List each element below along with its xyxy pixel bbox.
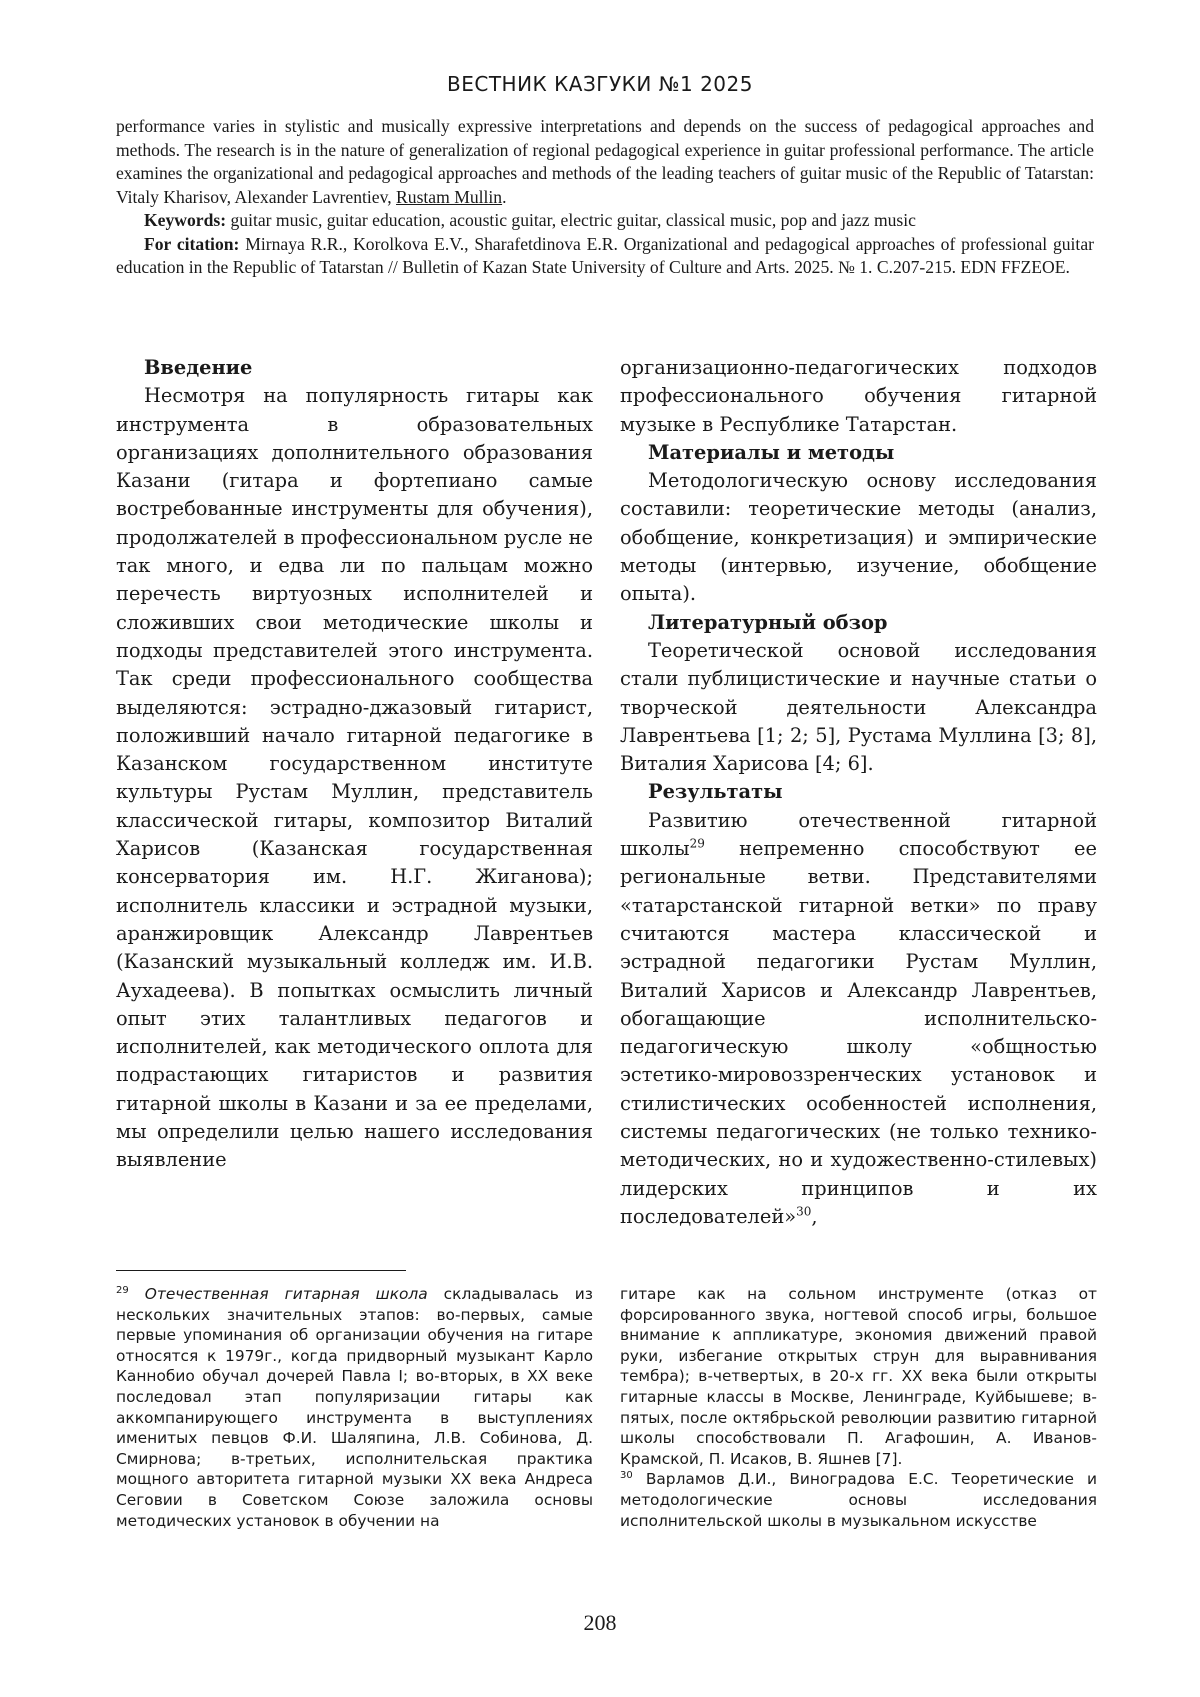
footnote-29 — [116, 1284, 593, 1531]
results-paragraph — [620, 807, 1097, 1231]
introduction-heading: Введение — [144, 356, 253, 379]
footnote-divider — [116, 1270, 406, 1271]
footnote-29-continuation: гитаре как на сольном инструменте (отказ от форсированного звука, ногтевой способ игры, большое внимание к аппликатуре, экономия движений правой руки, избегание открытых струн для выравнивания тембра); в-четвертых, в 20-х гг. XX века были открыты гитарные классы в Москве, Ленинграде, Куйбышеве; в-пятых, после октябрьской революции развитию гитарной школы способствовали П. Агафошин, А. Иванов-Крамской, П. Исаков, В. Яшнев [7]. — [620, 1285, 1097, 1468]
running-header: ВЕСТНИК КАЗГУКИ №1 2025 — [447, 72, 753, 96]
results-text-end: , — [811, 1204, 818, 1228]
introduction-paragraph: Несмотря на популярность гитары как инструмента в образовательных организациях дополнительного образования Казани (гитара и фортепиано самые востребованные инструменты для обучения), продолжателей в профессиональном русле не так много, и едва ли по пальцам можно перечесть виртуозных исполнителей и сложивших свои методические школы и подходы представителей этого инструмента. Так среди профессионального сообщества выделяются: эстрадно-джазовый гитарист, положивший начало гитарной педагогике в Казанском государственном институте культуры Рустам Муллин, представитель классической гитары, композитор Виталий Харисов (Казанская государственная консерватория им. Н.Г. Жиганова); исполнитель классики и эстрадной музыки, аранжировщик Александр Лаврентьев (Казанский музыкальный колледж им. И.В. Аухадеева). В попытках осмыслить личный опыт этих талантливых педагогов и исполнителей, как методического оплота для подрастающих гитаристов и развития гитарной школы в Казани и за ее пределами, мы определили целью нашего исследования выявление — [116, 384, 593, 1172]
citation-line — [116, 233, 1094, 280]
literature-heading: Литературный обзор — [648, 610, 888, 634]
keywords-label: Keywords: — [144, 210, 227, 230]
citation-label: For citation: — [144, 233, 240, 254]
keywords-line — [116, 209, 1094, 233]
footnote-29-number: 29 — [116, 1284, 129, 1296]
right-column — [620, 354, 1097, 1231]
results-heading: Результаты — [648, 780, 783, 804]
abstract-block — [116, 115, 1094, 280]
footnote-ref-29[interactable]: 29 — [689, 836, 705, 851]
materials-paragraph: Методологическую основу исследования составили: теоретические методы (анализ, обобщение, конкретизация) и эмпирические методы (интервью, изучение, обобщение опыта). — [620, 469, 1097, 606]
footnotes-left — [116, 1284, 593, 1531]
introduction-continuation: организационно-педагогических подходов профессионального обучения гитарной музыке в Республике Татарстан. — [620, 356, 1097, 436]
results-text-middle: непременно способствуют ее региональные ветви. Представителями «татарстанской гитарной ветки» по праву считаются мастера классической и эстрадной педагогики Рустам Муллин, Виталий Харисов и Александр Лаврентьев, обогащающие исполнительско-педагогическую школу «общностью эстетико-мировоззренческих установок и стилистических особенностей исполнения, системы педагогических (не только технико-методических, но и художественно-стилевых) лидерских принципов и их последователей» — [620, 837, 1097, 1228]
abstract-end-punct: . — [502, 186, 507, 207]
page-number: 208 — [583, 1610, 617, 1635]
footnote-29-italic: Отечественная гитарная школа — [144, 1285, 428, 1303]
footnote-30 — [620, 1469, 1097, 1531]
abstract-body: performance varies in stylistic and musically expressive interpretations and depends on the success of pedagogical approaches and methods. The research is in the nature of generalization of regional pedagogical experience in guitar professional performance. The article examines the organizational and pedagogical approaches and methods of the leading teachers of guitar music of the Republic of Tatarstan: Vitaly Kharisov, Alexander Lavrentiev, — [116, 116, 1094, 207]
footnote-ref-30[interactable]: 30 — [796, 1204, 812, 1219]
keywords-text: guitar music, guitar education, acoustic guitar, electric guitar, classical music, pop and jazz music — [226, 210, 916, 230]
footnote-30-text: Варламов Д.И., Виноградова Е.С. Теоретические и методологические основы исследования исполнительской школы в музыкальном искусстве — [620, 1470, 1097, 1530]
footnote-29-text: складывалась из нескольких значительных этапов: во-первых, самые первые упоминания об организации обучения на гитаре относятся к 1979г., когда придворный музыкант Карло Каннобио обучал дочерей Павла I; во-вторых, в XX веке последовал этап популяризации гитары как аккомпанирующего инструмента в выступлениях именитых певцов Ф.И. Шаляпина, Л.В. Собинова, Д. Смирнова; в-третьих, исполнительская практика мощного авторитета гитарной музыки XX века Андреса Сеговии в Советском Союзе заложила основы методических установок в обучении на — [116, 1285, 593, 1530]
results-text-start: Развитию отечественной гитарной школы — [620, 808, 1097, 861]
literature-paragraph: Теоретической основой исследования стали публицистические и научные статьи о творческой деятельности Александра Лаврентьева [1; 2; 5], Рустама Муллина [3; 8], Виталия Харисова [4; 6]. — [620, 638, 1097, 776]
materials-heading: Материалы и методы — [648, 440, 895, 464]
footnote-30-number: 30 — [620, 1470, 633, 1482]
left-column — [116, 354, 593, 1175]
abstract-text — [116, 115, 1094, 209]
footnotes-right — [620, 1284, 1097, 1531]
citation-text: Mirnaya R.R., Korolkova E.V., Sharafetdinova E.R. Organizational and pedagogical approaches of professional guitar education in the Republic of Tatarstan // Bulletin of Kazan State University of Culture and Arts. 2025. № 1. С.207-215. EDN FFZEOE. — [116, 233, 1094, 277]
author-link[interactable]: Rustam Mullin — [396, 186, 503, 207]
